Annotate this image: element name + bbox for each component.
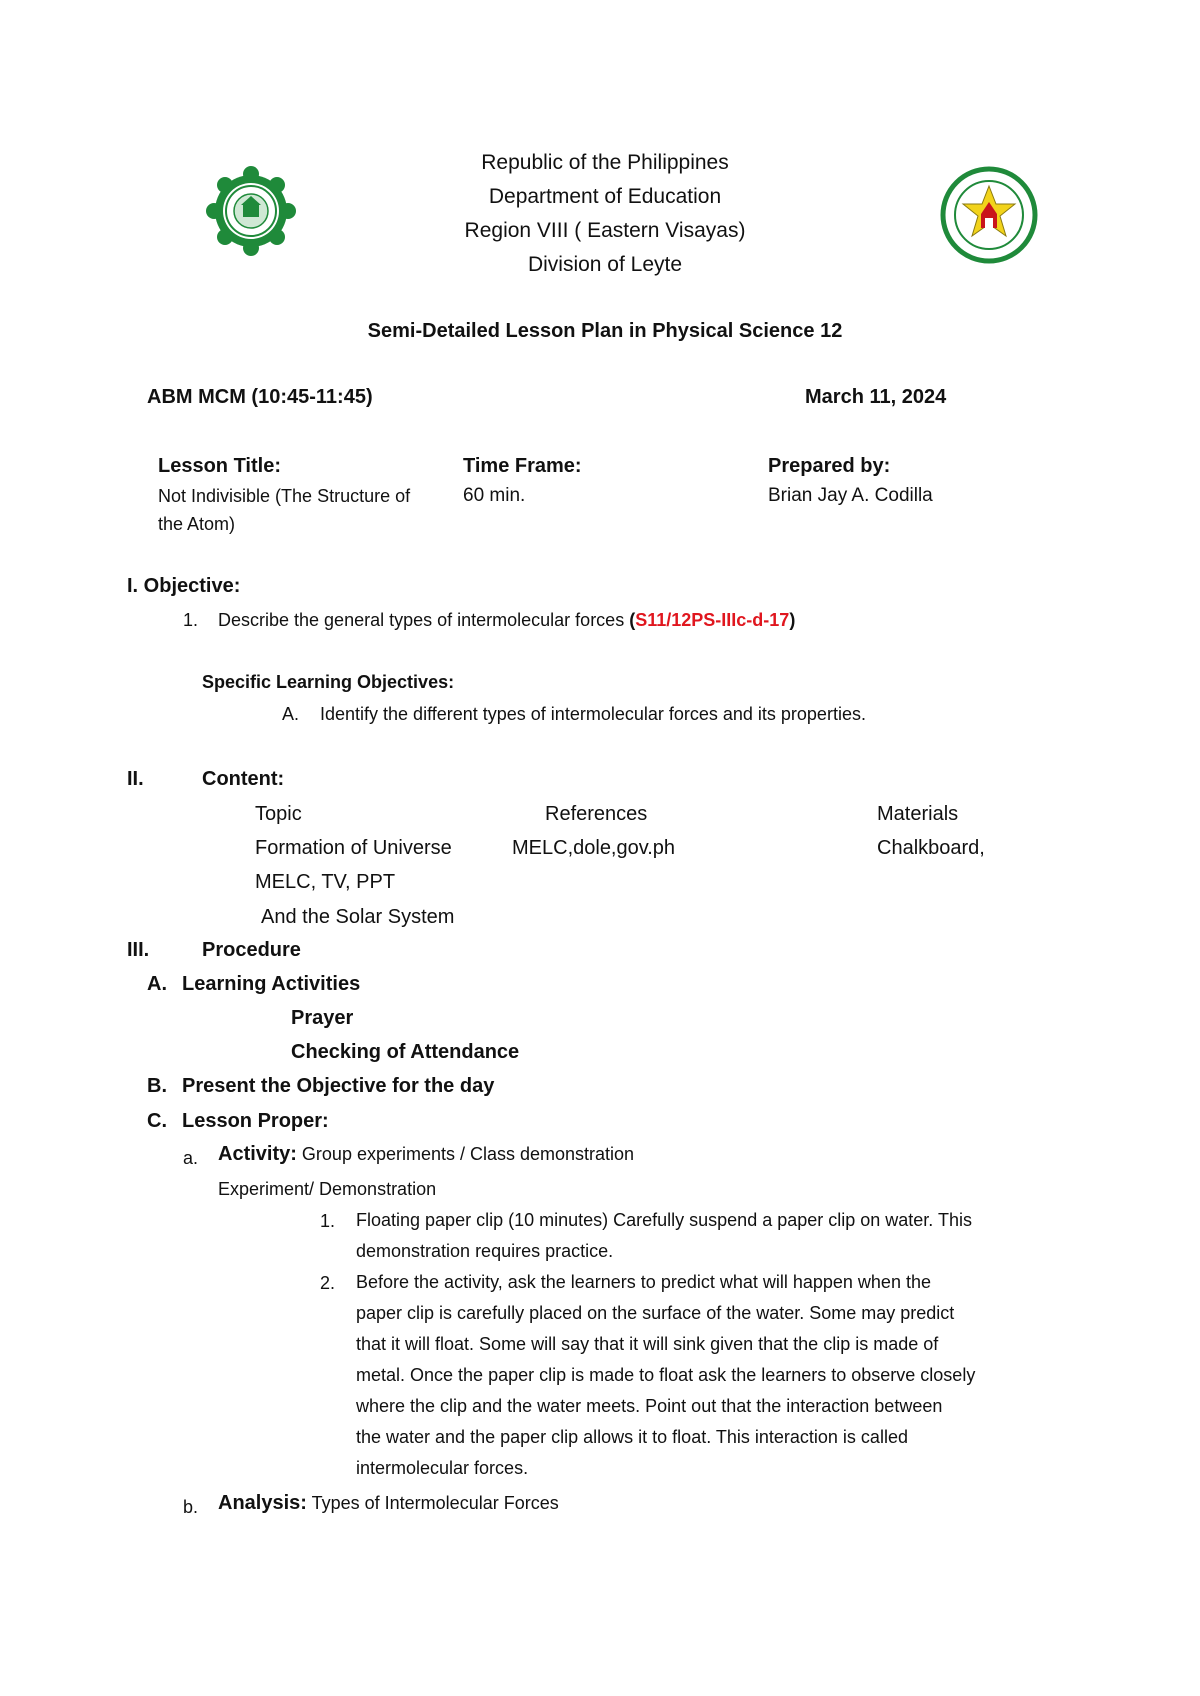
- content-heading: Content:: [202, 768, 285, 790]
- step-2-line-3: that it will float. Some will say that it will sink given that the clip is made of: [356, 1334, 939, 1354]
- step-2-line-4: metal. Once the paper clip is made to float ask the learners to observe closely: [356, 1365, 976, 1385]
- prepared-by-value: Brian Jay A. Codilla: [768, 485, 933, 506]
- content-col-materials: Materials: [877, 803, 959, 825]
- step-2-line-1: Before the activity, ask the learners to predict what will happen when the: [356, 1272, 931, 1292]
- procedure-c-letter: C.: [147, 1110, 167, 1132]
- activity-line: [218, 1143, 634, 1166]
- division-seal-logo: [940, 166, 1038, 264]
- lesson-title-value: Not Indivisible (The Structure of the Atom): [158, 486, 411, 534]
- step-2: [356, 1267, 1076, 1484]
- step-1-line-1: Floating paper clip (10 minutes) Carefully suspend a paper clip on water. This: [356, 1210, 972, 1230]
- prepared-by-label: Prepared by:: [768, 455, 891, 477]
- class-section: ABM MCM (10:45-11:45): [147, 386, 373, 408]
- lesson-title-label: Lesson Title:: [158, 455, 281, 477]
- analysis-text: Types of Intermolecular Forces: [311, 1493, 559, 1513]
- content-col-references: References: [545, 803, 648, 825]
- procedure-a-text: Learning Activities: [182, 973, 361, 995]
- step-2-line-6: the water and the paper clip allows it to float. This interaction is called: [356, 1427, 908, 1447]
- objective-code: S11/12PS-IIIc-d-17: [635, 610, 790, 630]
- header-division: Division of Leyte: [527, 253, 683, 276]
- analysis-line: [218, 1492, 559, 1515]
- procedure-number: III.: [127, 939, 150, 961]
- content-materials-1: Chalkboard,: [877, 837, 985, 859]
- procedure-c-text: Lesson Proper:: [182, 1110, 329, 1132]
- specific-objective-text: Identify the different types of intermolecular forces and its properties.: [320, 704, 866, 724]
- step-2-number: 2.: [320, 1273, 336, 1293]
- objective-item: [218, 610, 795, 631]
- objective-code-close: ): [789, 610, 796, 630]
- objective-code-open: (: [629, 610, 636, 630]
- analysis-letter: b.: [183, 1497, 199, 1517]
- procedure-b-text: Present the Objective for the day: [182, 1075, 495, 1097]
- objective-heading: I. Objective:: [127, 575, 241, 597]
- procedure-heading: Procedure: [202, 939, 301, 961]
- procedure-b-letter: B.: [147, 1075, 167, 1097]
- step-2-line-7: intermolecular forces.: [356, 1458, 529, 1478]
- step-1-number: 1.: [320, 1211, 336, 1231]
- step-1: [356, 1205, 1076, 1267]
- header-republic: Republic of the Philippines: [481, 151, 729, 174]
- time-frame-label: Time Frame:: [463, 455, 582, 477]
- activity-letter: a.: [183, 1148, 199, 1168]
- step-1-line-2: demonstration requires practice.: [356, 1241, 614, 1261]
- procedure-a-letter: A.: [147, 973, 167, 995]
- activity-label: Activity:: [218, 1143, 297, 1165]
- specific-objectives-heading: Specific Learning Objectives:: [202, 672, 455, 692]
- analysis-label: Analysis:: [218, 1492, 307, 1514]
- header-region: Region VIII ( Eastern Visayas): [464, 219, 746, 242]
- header-department: Department of Education: [488, 185, 722, 208]
- objective-item-number: 1.: [183, 610, 199, 630]
- content-col-topic: Topic: [255, 803, 302, 825]
- procedure-attendance: Checking of Attendance: [291, 1041, 520, 1063]
- content-references-1: MELC,dole,gov.ph: [512, 837, 676, 859]
- objective-item-text: Describe the general types of intermolecular forces: [218, 610, 625, 630]
- time-frame-value: 60 min.: [463, 485, 526, 506]
- content-topic-1: Formation of Universe: [255, 837, 452, 859]
- specific-objective-letter: A.: [282, 704, 300, 724]
- content-number: II.: [127, 768, 144, 790]
- experiment-label: Experiment/ Demonstration: [218, 1179, 437, 1199]
- content-topic-2: And the Solar System: [261, 906, 455, 928]
- lesson-date: March 11, 2024: [805, 386, 947, 408]
- step-2-line-5: where the clip and the water meets. Point out that the interaction between: [356, 1396, 943, 1416]
- step-2-line-2: paper clip is carefully placed on the surface of the water. Some may predict: [356, 1303, 955, 1323]
- activity-text: Group experiments / Class demonstration: [301, 1144, 635, 1164]
- document-title: Semi-Detailed Lesson Plan in Physical Science 12: [367, 320, 843, 342]
- school-seal-logo: [205, 165, 297, 257]
- procedure-prayer: Prayer: [291, 1007, 354, 1029]
- content-materials-2: MELC, TV, PPT: [255, 871, 396, 893]
